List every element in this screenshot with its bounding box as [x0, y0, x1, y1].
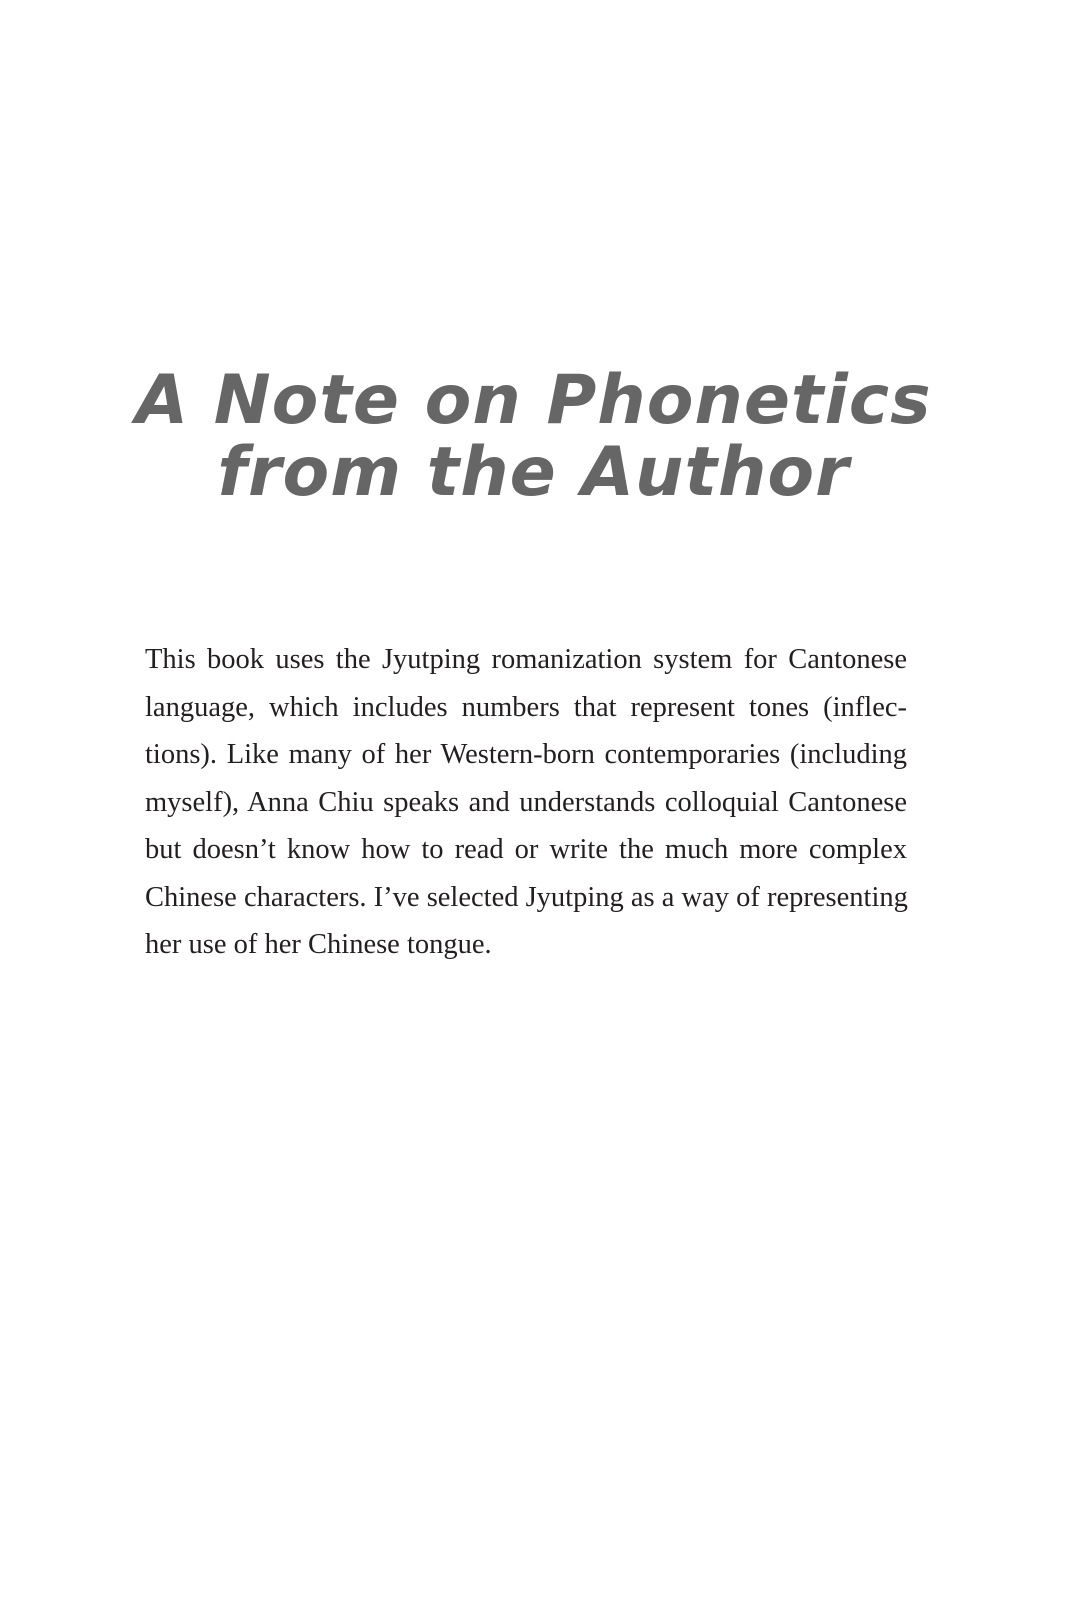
title-line-2: from the Author: [217, 433, 850, 512]
paragraph-line: This book uses the Jyutping romanization system for Cantonese: [145, 644, 907, 675]
page-title: [100, 361, 967, 512]
paragraph-line: Chinese characters. I’ve selected Jyutping as a way of representing: [145, 881, 908, 913]
paragraph-line: myself), Anna Chiu speaks and understands colloquial Cantonese: [145, 786, 907, 818]
paragraph-line: tions). Like many of her Western-born contemporaries (including: [145, 739, 907, 770]
paragraph-line: but doesn’t know how to read or write the much more complex: [145, 834, 907, 865]
paragraph-line: language, which includes numbers that represent tones (inflec-: [145, 691, 907, 723]
body-paragraph: [145, 636, 907, 969]
paragraph-line: her use of her Chinese tongue.: [145, 929, 492, 960]
title-line-1: A Note on Phonetics: [135, 361, 932, 440]
